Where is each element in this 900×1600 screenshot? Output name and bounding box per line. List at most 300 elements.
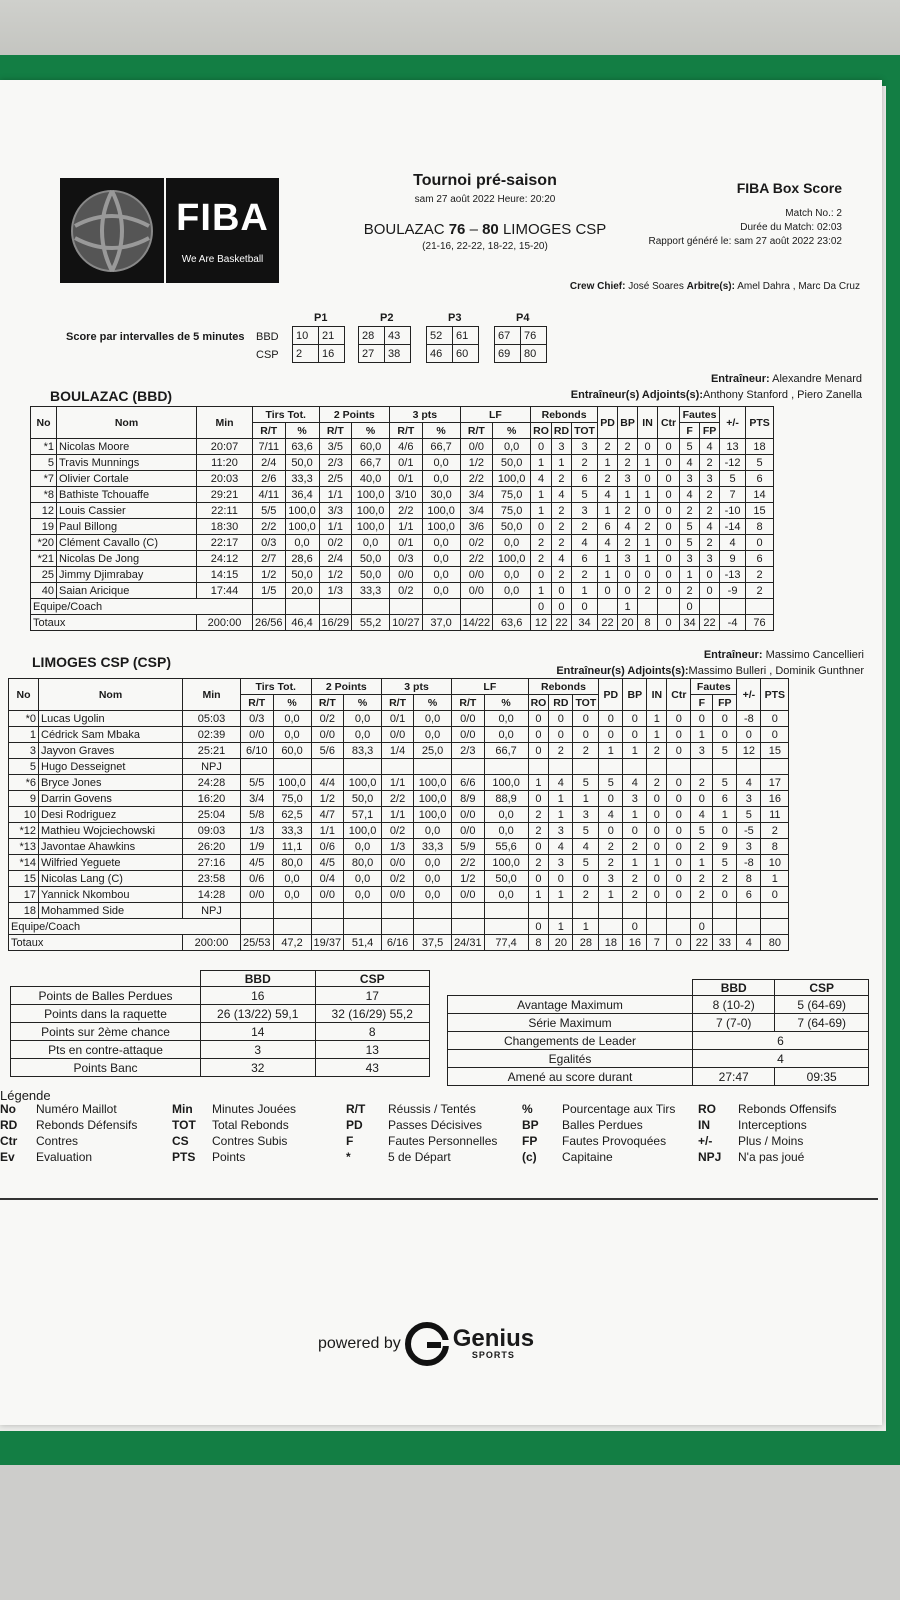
summary-label: Avantage Maximum <box>448 996 693 1014</box>
stat-cell: 2/3 <box>319 455 352 471</box>
player-name: Nicolas Moore <box>57 439 197 455</box>
match-header <box>330 172 640 252</box>
col-subheader-pct: % <box>484 695 528 711</box>
stat-cell: 0 <box>713 727 737 743</box>
crew-chief: José Soares <box>628 281 684 292</box>
legend-desc: N'a pas joué <box>738 1150 805 1164</box>
stat-cell: 0 <box>658 503 680 519</box>
stat-cell: 0/0 <box>311 887 344 903</box>
stat-cell: 2 <box>680 583 700 599</box>
stat-cell: 1 <box>549 791 573 807</box>
stat-cell: 0/0 <box>241 887 274 903</box>
summary-header <box>11 971 430 987</box>
player-row <box>31 583 774 599</box>
report-generated: Rapport généré le: sam 27 août 2022 23:02 <box>648 236 842 247</box>
stat-cell: 2 <box>618 503 638 519</box>
stat-cell: 1 <box>623 743 647 759</box>
assistants-names: Anthony Stanford , Piero Zanella <box>703 389 862 401</box>
stat-cell <box>599 759 623 775</box>
stat-cell: 4 <box>720 535 746 551</box>
stat-cell <box>647 919 667 935</box>
col-header-ctr: Ctr <box>667 679 691 711</box>
stat-cell <box>344 919 382 935</box>
team2-title: LIMOGES CSP (CSP) <box>32 654 171 670</box>
legend-key: CS <box>172 1134 189 1148</box>
stat-cell: 3 <box>700 471 720 487</box>
stat-cell: 4 <box>531 471 552 487</box>
stat-cell: 0 <box>691 711 713 727</box>
player-name: Olivier Cortale <box>57 471 197 487</box>
col-header-min: Min <box>197 407 253 439</box>
summary-label: Points dans la raquette <box>11 1005 201 1023</box>
player-row <box>31 535 774 551</box>
stat-cell: 5/9 <box>452 839 485 855</box>
legend-desc: Balles Perdues <box>562 1118 643 1132</box>
stat-cell: 83,3 <box>344 743 382 759</box>
stat-cell: 0 <box>691 919 713 935</box>
stat-cell: 1 <box>713 807 737 823</box>
stat-cell: 4 <box>551 487 571 503</box>
col-subheader-fp: FP <box>700 423 720 439</box>
summary-row <box>11 1059 430 1077</box>
stat-cell: 100,0 <box>422 503 460 519</box>
stat-cell: 1 <box>638 551 658 567</box>
logo-wordmark: FIBA <box>176 196 269 239</box>
stat-cell: 0/0 <box>452 887 485 903</box>
stat-cell: 3 <box>572 503 598 519</box>
stat-cell: 0/0 <box>452 727 485 743</box>
stat-cell <box>573 759 599 775</box>
summary-value: 3 <box>201 1041 316 1059</box>
stat-cell: 0/1 <box>382 711 414 727</box>
stat-cell: 22:17 <box>197 535 253 551</box>
team2-box-table <box>8 678 789 951</box>
stat-cell: 0/0 <box>460 567 493 583</box>
match-duration: Durée du Match: 02:03 <box>740 222 842 233</box>
summary-value: 8 <box>315 1023 430 1041</box>
total-cell: 77,4 <box>484 935 528 951</box>
col-header-pd: PD <box>599 679 623 711</box>
stat-cell: 0/0 <box>460 439 493 455</box>
summary-row <box>448 1032 869 1050</box>
stat-cell <box>549 759 573 775</box>
stat-cell: 17:44 <box>197 583 253 599</box>
stat-cell <box>667 919 691 935</box>
stat-cell: 1/1 <box>319 519 352 535</box>
stat-cell <box>382 759 414 775</box>
stat-cell <box>344 903 382 919</box>
stat-cell: 1 <box>638 487 658 503</box>
period-cell: 60 <box>453 345 479 363</box>
stat-cell <box>720 599 746 615</box>
stat-cell: 5/6 <box>311 743 344 759</box>
stat-cell: 2/2 <box>452 855 485 871</box>
total-cell: -4 <box>720 615 746 631</box>
intervals-team-bbd: BBD <box>256 331 279 343</box>
stat-cell: 3 <box>737 839 761 855</box>
stat-cell: 24:12 <box>197 551 253 567</box>
powered-by-genius <box>318 1322 534 1366</box>
stat-cell: 4 <box>700 439 720 455</box>
stat-cell: 0 <box>658 487 680 503</box>
stat-cell <box>484 919 528 935</box>
player-name: Javontae Ahawkins <box>39 839 183 855</box>
stat-cell <box>737 903 761 919</box>
stat-cell <box>746 599 774 615</box>
summary-row <box>448 1014 869 1032</box>
stat-cell: 0 <box>528 791 549 807</box>
stat-cell: 11,1 <box>273 839 311 855</box>
col-header-p3: 3 pts <box>382 679 452 695</box>
period-row <box>359 345 411 363</box>
stat-cell: 4 <box>618 519 638 535</box>
stat-cell: 50,0 <box>344 791 382 807</box>
player-name: Nicolas Lang (C) <box>39 871 183 887</box>
col-subheader-fp: FP <box>713 695 737 711</box>
col-subheader-tot: TOT <box>573 695 599 711</box>
stat-cell: 0/2 <box>319 535 352 551</box>
stat-cell: 0/0 <box>241 727 274 743</box>
col-header-p2: 2 Points <box>319 407 390 423</box>
legend-key: IN <box>698 1118 710 1132</box>
player-name: Bryce Jones <box>39 775 183 791</box>
stat-cell: 50,0 <box>285 567 319 583</box>
player-row <box>9 759 789 775</box>
col-header-nom: Nom <box>39 679 183 711</box>
summary-label: Points de Balles Perdues <box>11 987 201 1005</box>
col-header-in: IN <box>638 407 658 439</box>
total-cell: 12 <box>531 615 552 631</box>
stat-cell: 4/11 <box>253 487 286 503</box>
stat-cell: -13 <box>720 567 746 583</box>
stat-cell: 1 <box>691 855 713 871</box>
stat-cell: 0,0 <box>484 711 528 727</box>
legend-desc: 5 de Départ <box>388 1150 451 1164</box>
col-subheader-rt: R/T <box>241 695 274 711</box>
stat-cell: 3/4 <box>460 487 493 503</box>
team1-assistants <box>571 389 862 401</box>
total-cell: 20 <box>549 935 573 951</box>
stat-cell <box>311 759 344 775</box>
totals-row <box>9 935 789 951</box>
stat-cell: 5 <box>573 855 599 871</box>
stat-cell <box>528 903 549 919</box>
stat-cell: 0/0 <box>311 727 344 743</box>
stat-cell <box>599 903 623 919</box>
stat-cell <box>390 599 423 615</box>
stat-cell: 14:28 <box>183 887 241 903</box>
stat-cell: 4 <box>599 807 623 823</box>
stat-cell: 16:20 <box>183 791 241 807</box>
stat-cell: 0/2 <box>390 583 423 599</box>
stat-cell: 0 <box>647 871 667 887</box>
stat-cell: 2/4 <box>319 551 352 567</box>
score-separator: – <box>469 221 478 238</box>
stat-cell: 5 <box>573 775 599 791</box>
away-score: 80 <box>482 221 499 238</box>
stat-cell <box>273 919 311 935</box>
stat-cell: 12 <box>737 743 761 759</box>
stat-cell: 0 <box>658 439 680 455</box>
assistants-label: Entraîneur(s) Adjoints(s): <box>556 665 689 677</box>
stat-cell: 0 <box>647 839 667 855</box>
stat-cell: 1 <box>599 743 623 759</box>
stat-cell: 100,0 <box>352 519 390 535</box>
stat-cell <box>737 759 761 775</box>
stat-cell: 3/6 <box>460 519 493 535</box>
col-header-reb: Rebonds <box>531 407 598 423</box>
stat-cell <box>414 759 452 775</box>
stat-cell: 0 <box>647 887 667 903</box>
legend-desc: Points <box>212 1150 246 1164</box>
stat-cell: 1 <box>573 919 599 935</box>
legend-key: No <box>0 1102 16 1116</box>
summary-value: 5 (64-69) <box>775 996 869 1014</box>
stat-cell: 2 <box>700 455 720 471</box>
stat-cell: 1/2 <box>319 567 352 583</box>
team2-assistants <box>556 665 864 677</box>
stat-cell: 1/1 <box>311 823 344 839</box>
stat-cell: 1 <box>528 887 549 903</box>
stat-cell: 1/2 <box>253 567 286 583</box>
period-cell: 16 <box>319 345 345 363</box>
stat-cell: 6 <box>572 551 598 567</box>
stat-cell <box>549 903 573 919</box>
stat-cell: 0,0 <box>422 455 460 471</box>
stat-cell: 2 <box>638 583 658 599</box>
stat-cell: 1/3 <box>382 839 414 855</box>
stat-cell: 5 <box>713 855 737 871</box>
period-cell: 27 <box>359 345 385 363</box>
stat-cell: 3 <box>549 823 573 839</box>
intervals-label: Score par intervalles de 5 minutes <box>66 331 245 343</box>
col-subheader-pct: % <box>493 423 531 439</box>
stat-cell: 0,0 <box>344 711 382 727</box>
stat-cell: 1 <box>647 727 667 743</box>
stat-cell: 0 <box>549 871 573 887</box>
stat-cell: 0 <box>667 871 691 887</box>
stat-cell: 2 <box>691 839 713 855</box>
player-name: Yannick Nkombou <box>39 887 183 903</box>
stat-cell: 10 <box>9 807 39 823</box>
period-cell: 80 <box>521 345 547 363</box>
stat-cell: 18:30 <box>197 519 253 535</box>
stat-cell: 0 <box>667 743 691 759</box>
stat-cell <box>573 903 599 919</box>
stat-cell: 18 <box>9 903 39 919</box>
stat-cell: 2 <box>700 487 720 503</box>
summary-label: Points Banc <box>11 1059 201 1077</box>
player-row <box>9 887 789 903</box>
stat-cell: 0 <box>528 727 549 743</box>
stat-cell: 8 <box>746 519 774 535</box>
stat-cell: 8 <box>737 871 761 887</box>
stat-cell: 100,0 <box>493 551 531 567</box>
player-row <box>9 823 789 839</box>
stat-cell: 1 <box>638 455 658 471</box>
stat-cell: 1/9 <box>241 839 274 855</box>
stat-cell: 100,0 <box>484 775 528 791</box>
stat-cell: 4 <box>737 775 761 791</box>
stat-cell: 12 <box>31 503 57 519</box>
stat-cell: 1/1 <box>382 807 414 823</box>
stat-cell: 6 <box>737 887 761 903</box>
stat-cell: 66,7 <box>352 455 390 471</box>
stat-cell: 18 <box>746 439 774 455</box>
stat-cell: 0 <box>572 599 598 615</box>
legend-divider <box>0 1198 878 1200</box>
col-header-pm: +/- <box>720 407 746 439</box>
stat-cell: 5 <box>680 519 700 535</box>
stat-cell: 60,0 <box>273 743 311 759</box>
stat-cell: 0 <box>667 855 691 871</box>
legend-desc: Interceptions <box>738 1118 807 1132</box>
stat-cell: 33,3 <box>414 839 452 855</box>
stat-cell: 0/6 <box>241 871 274 887</box>
away-team-name: LIMOGES CSP <box>502 221 607 238</box>
total-cell: 16 <box>623 935 647 951</box>
stat-cell: 5 <box>720 471 746 487</box>
stat-cell: -8 <box>737 855 761 871</box>
stat-cell: 0 <box>623 711 647 727</box>
stat-cell <box>452 903 485 919</box>
stat-cell: 3 <box>680 471 700 487</box>
stat-cell: 30,0 <box>422 487 460 503</box>
summary-value: 4 <box>693 1050 869 1068</box>
period-scores <box>358 326 411 363</box>
stat-cell: 0 <box>623 727 647 743</box>
stat-cell: 2 <box>572 567 598 583</box>
period-cell: 21 <box>319 327 345 345</box>
stat-cell: 0 <box>638 567 658 583</box>
legend-key: PD <box>346 1118 363 1132</box>
stat-cell: 4/7 <box>311 807 344 823</box>
stat-cell: 11 <box>761 807 789 823</box>
genius-logo-icon <box>405 1322 449 1366</box>
stat-cell: 14:15 <box>197 567 253 583</box>
player-row <box>9 855 789 871</box>
player-name: Clément Cavallo (C) <box>57 535 197 551</box>
stat-cell: 100,0 <box>414 807 452 823</box>
stat-cell: 40 <box>31 583 57 599</box>
stat-cell: 100,0 <box>344 775 382 791</box>
legend-desc: Réussis / Tentés <box>388 1102 476 1116</box>
total-cell: 18 <box>599 935 623 951</box>
stat-cell: 4 <box>691 807 713 823</box>
stat-cell: 0/1 <box>390 455 423 471</box>
total-cell: 47,2 <box>273 935 311 951</box>
stat-cell: 2 <box>700 503 720 519</box>
stat-cell: 0,0 <box>414 871 452 887</box>
stat-cell <box>528 759 549 775</box>
stat-cell: *12 <box>9 823 39 839</box>
stat-cell: 1 <box>531 455 552 471</box>
stat-cell <box>352 599 390 615</box>
total-cell: 20 <box>618 615 638 631</box>
stat-cell: 2/2 <box>460 551 493 567</box>
player-name: Bathiste Tchouaffe <box>57 487 197 503</box>
stat-cell <box>623 903 647 919</box>
period-cell: 76 <box>521 327 547 345</box>
stat-cell: 2 <box>623 887 647 903</box>
stat-cell: 3/4 <box>460 503 493 519</box>
stat-cell: 0 <box>623 919 647 935</box>
stat-cell <box>691 759 713 775</box>
col-subheader-f: F <box>680 423 700 439</box>
stat-cell: 4 <box>573 839 599 855</box>
home-team-name: BOULAZAC <box>363 221 445 238</box>
stat-cell: 5 <box>691 823 713 839</box>
legend-desc: Numéro Maillot <box>36 1102 117 1116</box>
stat-cell <box>647 903 667 919</box>
genius-brand: Genius <box>452 1325 535 1352</box>
stat-cell: 2/2 <box>390 503 423 519</box>
stat-cell: 33,3 <box>352 583 390 599</box>
player-name: Jimmy Djimrabay <box>57 567 197 583</box>
col-header-pd: PD <box>598 407 618 439</box>
period-label: P3 <box>448 312 462 324</box>
total-cell: 19/37 <box>311 935 344 951</box>
total-cell: 24/31 <box>452 935 485 951</box>
total-cell: 22 <box>598 615 618 631</box>
stat-cell: 2 <box>572 455 598 471</box>
stat-cell: 0 <box>528 711 549 727</box>
stat-cell: 0,0 <box>493 567 531 583</box>
period-row <box>495 345 547 363</box>
stat-cell <box>344 759 382 775</box>
stat-cell: 0 <box>549 711 573 727</box>
stat-cell <box>241 759 274 775</box>
stat-cell: 6 <box>746 471 774 487</box>
stat-cell: 1 <box>761 871 789 887</box>
stat-cell: 0 <box>667 711 691 727</box>
stat-cell: 0 <box>531 439 552 455</box>
legend-key: Min <box>172 1102 193 1116</box>
stat-cell: 13 <box>720 439 746 455</box>
col-header-in: IN <box>647 679 667 711</box>
stat-cell: 0 <box>599 727 623 743</box>
stat-cell: 8/9 <box>452 791 485 807</box>
stat-cell: 4 <box>598 487 618 503</box>
stat-cell: 0 <box>647 791 667 807</box>
stat-cell: 50,0 <box>493 519 531 535</box>
stat-cell <box>253 599 286 615</box>
stat-cell <box>460 599 493 615</box>
match-meta <box>649 180 842 247</box>
stat-cell: 0/3 <box>241 711 274 727</box>
stat-cell: 4 <box>598 535 618 551</box>
match-number: Match No.: 2 <box>785 208 842 219</box>
total-cell: 8 <box>638 615 658 631</box>
stat-cell: 1 <box>549 919 573 935</box>
legend-desc: Rebonds Défensifs <box>36 1118 138 1132</box>
player-row <box>9 791 789 807</box>
stat-cell: 2 <box>528 807 549 823</box>
crew-chief-label: Crew Chief: <box>569 281 626 292</box>
stat-cell: 0,0 <box>414 855 452 871</box>
period-row <box>427 345 479 363</box>
player-row <box>31 455 774 471</box>
stat-cell: 2 <box>691 871 713 887</box>
stat-cell: 0 <box>700 583 720 599</box>
team2-coach <box>704 649 864 661</box>
referees: Amel Dahra , Marc Da Cruz <box>737 281 860 292</box>
stat-cell <box>623 759 647 775</box>
summary-label: Egalités <box>448 1050 693 1068</box>
total-cell: 6/16 <box>382 935 414 951</box>
player-row <box>31 487 774 503</box>
summary-label: Pts en contre-attaque <box>11 1041 201 1059</box>
